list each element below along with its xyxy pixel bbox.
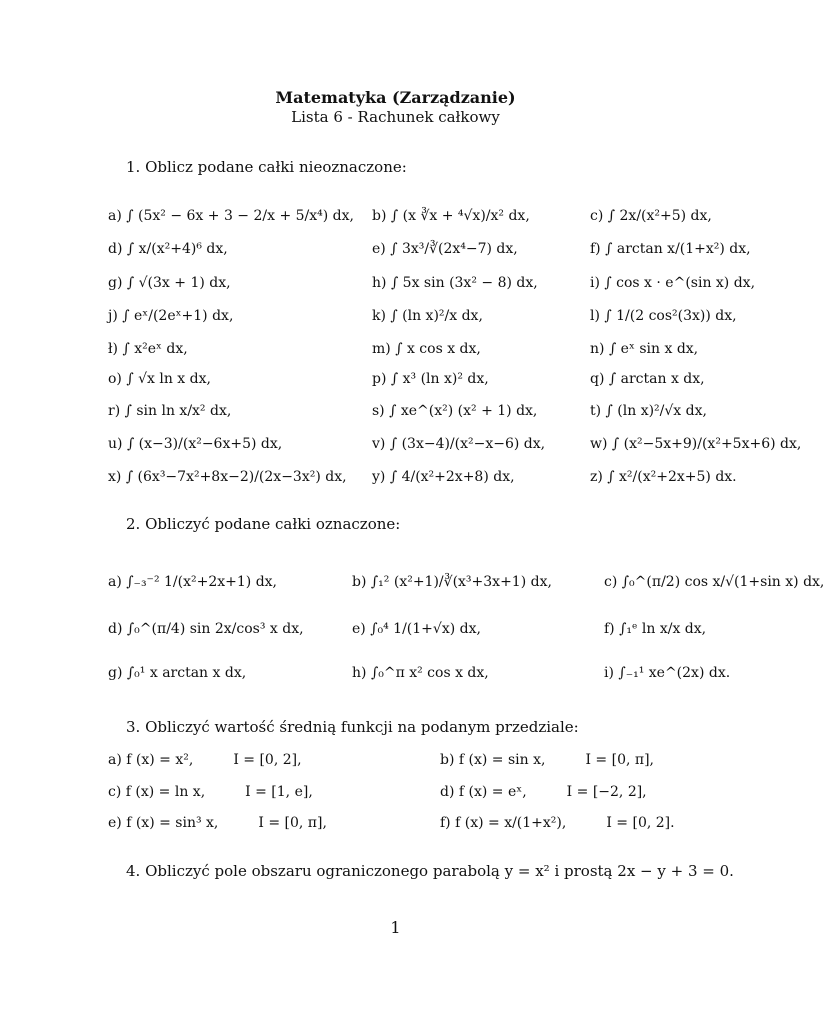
exercise-1o: o) ∫ √x ln x dx,: [108, 371, 211, 387]
exercise-1v: v) ∫ (3x−4)/(x²−x−6) dx,: [372, 436, 546, 452]
exercise-1j: j) ∫ eˣ/(2eˣ+1) dx,: [108, 308, 234, 324]
exercise-1p: p) ∫ x³ (ln x)² dx,: [372, 371, 489, 387]
exercise-1l-stroke: ł) ∫ x²eˣ dx,: [108, 341, 188, 357]
exercise-2f: f) ∫₁ᵉ ln x/x dx,: [604, 621, 707, 637]
section-4-heading: 4. Obliczyć pole obszaru ograniczonego parabolą y = x² i prostą 2x − y + 3 = 0.: [126, 862, 734, 880]
exercise-1g: g) ∫ √(3x + 1) dx,: [108, 275, 231, 291]
exercise-3b: b) f (x) = sin x, I = [0, π],: [440, 752, 654, 768]
exercise-3d: d) f (x) = eˣ, I = [−2, 2],: [440, 784, 647, 800]
exercise-1k: k) ∫ (ln x)²/x dx,: [372, 308, 483, 324]
exercise-1t: t) ∫ (ln x)²/√x dx,: [590, 403, 707, 419]
exercise-1i: i) ∫ cos x · e^(sin x) dx,: [590, 275, 756, 291]
exercise-1y: y) ∫ 4/(x²+2x+8) dx,: [372, 469, 515, 485]
exercise-1c: c) ∫ 2x/(x²+5) dx,: [590, 208, 712, 224]
exercise-1s: s) ∫ xe^(x²) (x² + 1) dx,: [372, 403, 538, 419]
exercise-3e: e) f (x) = sin³ x, I = [0, π],: [108, 815, 327, 831]
section-1-heading: 1. Oblicz podane całki nieoznaczone:: [126, 158, 407, 176]
exercise-2b: b) ∫₁² (x²+1)/∛(x³+3x+1) dx,: [352, 574, 552, 590]
exercise-1r: r) ∫ sin ln x/x² dx,: [108, 403, 232, 419]
exercise-1q: q) ∫ arctan x dx,: [590, 371, 705, 387]
exercise-1h: h) ∫ 5x sin (3x² − 8) dx,: [372, 275, 538, 291]
exercise-2g: g) ∫₀¹ x arctan x dx,: [108, 665, 247, 681]
exercise-1m: m) ∫ x cos x dx,: [372, 341, 481, 357]
exercise-2a: a) ∫₋₃⁻² 1/(x²+2x+1) dx,: [108, 574, 277, 590]
exercise-1d: d) ∫ x/(x²+4)⁶ dx,: [108, 241, 228, 257]
exercise-3c: c) f (x) = ln x, I = [1, e],: [108, 784, 313, 800]
exercise-1u: u) ∫ (x−3)/(x²−6x+5) dx,: [108, 436, 283, 452]
exercise-2i: i) ∫₋₁¹ xe^(2x) dx.: [604, 665, 731, 681]
exercise-1w: w) ∫ (x²−5x+9)/(x²+5x+6) dx,: [590, 436, 802, 452]
exercise-2h: h) ∫₀^π x² cos x dx,: [352, 665, 489, 681]
document-subtitle: Lista 6 - Rachunek całkowy: [291, 108, 500, 126]
exercise-1a: a) ∫ (5x² − 6x + 3 − 2/x + 5/x⁴) dx,: [108, 208, 354, 224]
exercise-1l: l) ∫ 1/(2 cos²(3x)) dx,: [590, 308, 737, 324]
exercise-2c: c) ∫₀^(π/2) cos x/√(1+sin x) dx,: [604, 574, 824, 590]
exercise-1e: e) ∫ 3x³/∛(2x⁴−7) dx,: [372, 241, 518, 257]
page-number: 1: [390, 918, 401, 937]
section-2-heading: 2. Obliczyć podane całki oznaczone:: [126, 515, 401, 533]
exercise-2e: e) ∫₀⁴ 1/(1+√x) dx,: [352, 621, 481, 637]
exercise-1x: x) ∫ (6x³−7x²+8x−2)/(2x−3x²) dx,: [108, 469, 347, 485]
exercise-1n: n) ∫ eˣ sin x dx,: [590, 341, 699, 357]
exercise-3f: f) f (x) = x/(1+x²), I = [0, 2].: [440, 815, 675, 831]
exercise-1f: f) ∫ arctan x/(1+x²) dx,: [590, 241, 751, 257]
document-title: Matematyka (Zarządzanie): [275, 88, 516, 107]
exercise-1z: z) ∫ x²/(x²+2x+5) dx.: [590, 469, 737, 485]
exercise-1b: b) ∫ (x ∛x + ⁴√x)/x² dx,: [372, 208, 530, 224]
exercise-2d: d) ∫₀^(π/4) sin 2x/cos³ x dx,: [108, 621, 304, 637]
section-3-heading: 3. Obliczyć wartość średnią funkcji na podanym przedziale:: [126, 718, 579, 736]
exercise-3a: a) f (x) = x², I = [0, 2],: [108, 752, 302, 768]
